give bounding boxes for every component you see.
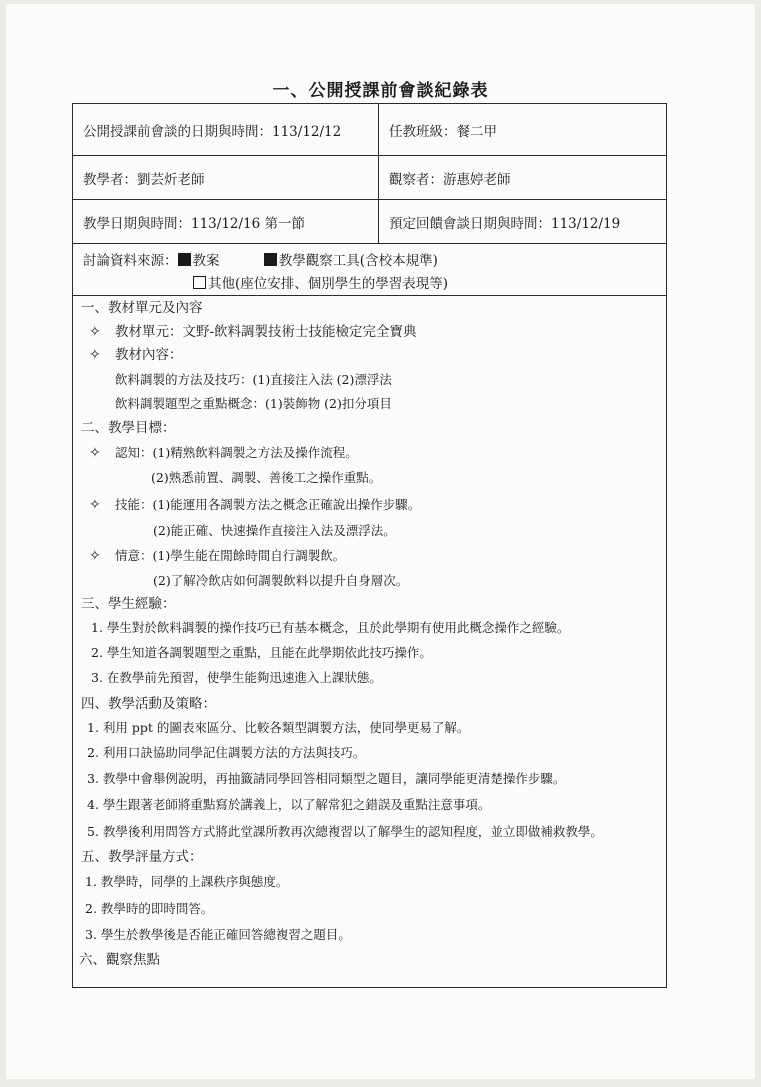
section-1-heading: 一、教材單元及內容 [81, 300, 203, 316]
objective-cognitive-1 [89, 443, 358, 461]
observer-field: 觀察者：游惠婷老師 [389, 171, 511, 188]
objective-affective-2: (2)了解冷飲店如何調製飲料以提升自身層次。 [153, 573, 409, 588]
content-label-text: 教材內容： [115, 347, 183, 363]
diamond-bullet-icon: ✧ [89, 324, 101, 340]
section-5-heading: 五、教學評量方式： [81, 849, 203, 865]
unchecked-box-icon [193, 276, 206, 289]
experience-item-2: 2. 學生知道各調製題型之重點，且能在此學期依此技巧操作。 [91, 645, 432, 660]
diamond-bullet-icon: ✧ [89, 548, 101, 564]
content-item-1: 飲料調製的方法及技巧：(1)直接注入法 (2)漂浮法 [115, 372, 392, 387]
content-item-2: 飲料調製題型之重點概念：(1)裝飾物 (2)扣分項目 [115, 396, 392, 411]
section-6-heading: 六、觀察焦點 [79, 952, 160, 968]
feedback-datetime-field: 預定回饋會談日期與時間：113/12/19 [389, 215, 621, 232]
diamond-bullet-icon: ✧ [89, 445, 101, 461]
experience-item-1: 1. 學生對於飲料調製的操作技巧已有基本概念，且於此學期有使用此概念操作之經驗。 [91, 620, 570, 635]
sources-line-1 [83, 249, 438, 269]
objective-affective-1 [89, 546, 345, 564]
experience-item-3: 3. 在教學前先預習，使學生能夠迅速進入上課狀態。 [91, 670, 382, 685]
meeting-datetime-field: 公開授課前會談的日期與時間：113/12/12 [83, 123, 342, 140]
strategy-item-2: 2. 利用口訣協助同學記住調製方法的方法與技巧。 [87, 745, 366, 760]
teacher-field: 教學者：劉芸炘老師 [83, 171, 205, 188]
source-option-lesson-plan: 教案 [192, 253, 220, 269]
strategy-item-5: 5. 教學後利用問答方式將此堂課所教再次總複習以了解學生的認知程度，並立即做補救教學。 [87, 824, 603, 839]
assessment-item-3: 3. 學生於教學後是否能正確回答總複習之題目。 [85, 927, 351, 942]
section-2-heading: 二、教學目標： [81, 420, 176, 436]
objective-cognitive-1-text: 認知：(1)精熟飲料調製之方法及操作流程。 [115, 445, 358, 460]
objective-affective-1-text: 情意：(1)學生能在閒餘時間自行調製飲。 [115, 548, 346, 563]
assessment-item-1: 1. 教學時，同學的上課秩序與態度。 [85, 874, 289, 889]
row-meeting-date [73, 104, 666, 156]
row-discussion-sources [73, 244, 666, 296]
content-area [73, 296, 666, 986]
sources-label: 討論資料來源： [83, 253, 178, 269]
row-participants [73, 156, 666, 200]
source-option-observation-tool: 教學觀察工具(含校本規準) [278, 253, 438, 269]
assessment-item-2: 2. 教學時的即時問答。 [85, 901, 214, 916]
checked-box-icon [178, 253, 191, 266]
meeting-record-form [72, 103, 667, 988]
content-label-line [89, 343, 183, 363]
objective-skill-1 [89, 495, 420, 513]
document-title: 一、公開授課前會談紀錄表 [272, 81, 489, 101]
diamond-bullet-icon: ✧ [89, 497, 101, 513]
unit-line [89, 320, 417, 340]
teaching-datetime-field: 教學日期與時間：113/12/16 第一節 [83, 215, 306, 232]
diamond-bullet-icon: ✧ [89, 347, 101, 363]
checked-box-icon [264, 253, 277, 266]
objective-skill-1-text: 技能：(1)能運用各調製方法之概念正確說出操作步驟。 [115, 497, 421, 512]
objective-cognitive-2: (2)熟悉前置、調製、善後工之操作重點。 [151, 470, 382, 485]
row-dates [73, 200, 666, 244]
objective-skill-2: (2)能正確、快速操作直接注入法及漂浮法。 [153, 523, 396, 538]
strategy-item-3: 3. 教學中會舉例說明，再抽籤請同學回答相同類型之題目，讓同學能更清楚操作步驟。 [87, 771, 566, 786]
class-field: 任教班級：餐二甲 [389, 123, 497, 140]
strategy-item-1: 1. 利用 ppt 的圖表來區分、比較各類型調製方法，使同學更易了解。 [87, 720, 470, 735]
strategy-item-4: 4. 學生跟著老師將重點寫於講義上，以了解常犯之錯誤及重點注意事項。 [87, 797, 491, 812]
section-4-heading: 四、教學活動及策略： [81, 696, 216, 712]
section-3-heading: 三、學生經驗： [81, 596, 176, 612]
source-option-other: 其他(座位安排、個別學生的學習表現等) [208, 276, 449, 292]
sources-line-2 [193, 272, 448, 292]
unit-text: 教材單元：文野-飲料調製技術士技能檢定完全寶典 [115, 324, 417, 340]
